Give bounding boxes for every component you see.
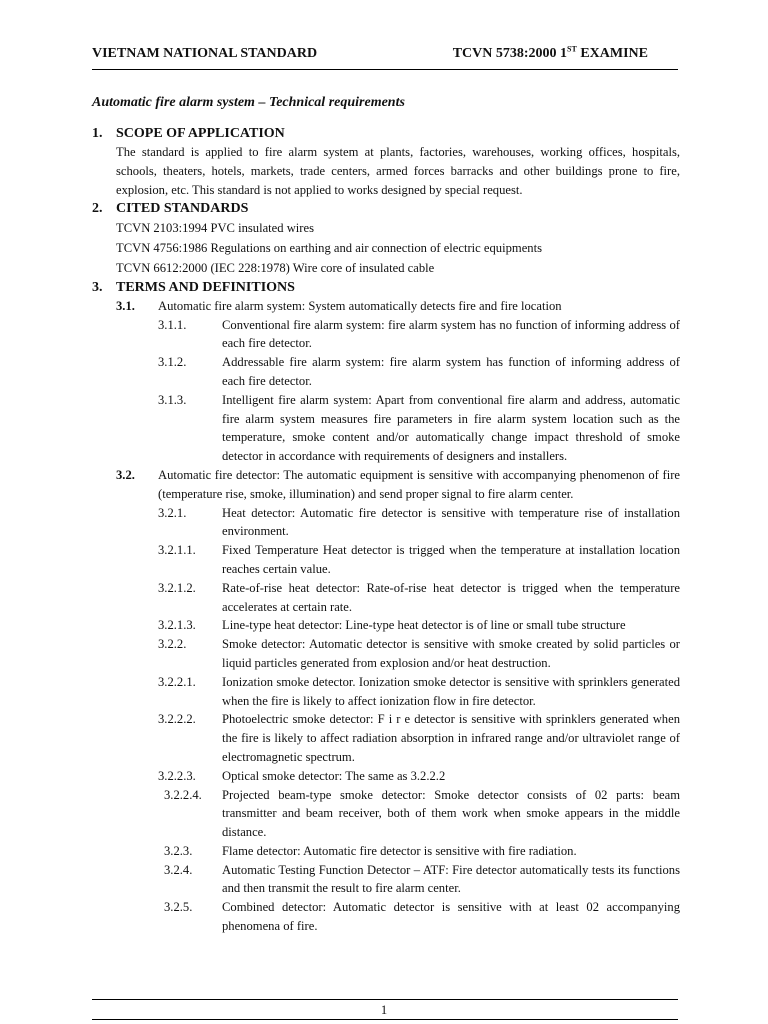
definition-3-1 [116, 297, 680, 316]
definition-number: 3.2.2.3. [158, 768, 196, 783]
page-number: 1 [380, 1003, 388, 1017]
definition-number: 3.2. [116, 467, 135, 482]
definition-number: 3.1. [116, 298, 135, 313]
definition-text: Automatic Testing Function Detector – ATF: Fire detector automatically tests its functions and then transmit the result to fire alarm center. [222, 862, 680, 896]
header-right [453, 46, 648, 62]
definition-3-2-2-4 [164, 786, 680, 842]
cited-standard-item: TCVN 2103:1994 PVC insulated wires [116, 221, 314, 236]
definition-number: 3.2.2.1. [158, 674, 196, 689]
definition-3-2-1-1 [158, 541, 680, 579]
definition-3-2-2-1 [158, 673, 680, 711]
definition-3-2-4 [164, 861, 680, 899]
section-1-title: SCOPE OF APPLICATION [116, 126, 285, 141]
definition-3-2 [116, 466, 680, 504]
definition-number: 3.2.1.2. [158, 580, 196, 595]
definition-number: 3.2.2. [158, 637, 187, 652]
definition-number: 3.1.1. [158, 317, 187, 332]
definition-number: 3.2.1.1. [158, 543, 196, 558]
definition-text: Photoelectric smoke detector: F i r e detector is sensitive with sprinklers generated when the fire is likely to affect radiation absorption in infrared range and/or ultraviolet range of electromagnetic spectrum. [222, 712, 680, 764]
page-header [92, 46, 680, 66]
cited-standard-item: TCVN 4756:1986 Regulations on earthing and air connection of electric equipments [116, 241, 542, 256]
section-2-heading [92, 199, 680, 218]
definition-text: Fixed Temperature Heat detector is trigged when the temperature at installation location reaches certain value. [222, 543, 680, 576]
definition-number: 3.1.2. [158, 355, 187, 370]
definition-text: Ionization smoke detector. Ionization smoke detector is sensitive with sprinklers generated when the fire is likely to affect ionization flow in fire detector. [222, 674, 680, 708]
header-standard: TCVN 5738:2000 1 [452, 46, 568, 61]
definition-3-1-1 [158, 316, 680, 354]
definition-3-2-1-2 [158, 579, 680, 617]
definition-number: 3.2.1.3. [158, 618, 196, 633]
definition-text: Optical smoke detector: The same as 3.2.2.2 [222, 768, 446, 783]
definition-number: 3.2.2.2. [158, 712, 196, 727]
definition-number: 3.2.4. [164, 862, 193, 877]
section-2-number: 2. [92, 201, 103, 217]
definition-text: Projected beam-type smoke detector: Smoke detector consists of 02 parts: beam transmitter and beam receiver, both of them work when smoke appears in the middle distance. [222, 787, 680, 840]
definition-number: 3.2.2.4. [164, 787, 202, 802]
definition-text: Heat detector: Automatic fire detector is sensitive with temperature rise of installation environment. [222, 505, 680, 539]
footer-rule [92, 999, 678, 1000]
document-title: Automatic fire alarm system – Technical requirements [92, 95, 405, 110]
definition-text: Conventional fire alarm system: fire alarm system has no function of informing address of each fire detector. [222, 317, 680, 351]
definition-3-2-2-2 [158, 710, 680, 766]
definition-3-2-2-3 [158, 767, 680, 786]
header-examine: EXAMINE [576, 46, 648, 61]
definition-number: 3.2.5. [164, 900, 193, 915]
definition-3-1-2 [158, 353, 680, 391]
definition-3-2-1 [158, 504, 680, 542]
definition-text: Intelligent fire alarm system: Apart from conventional fire alarm and address, automatic fire alarm system measures fire parameters in fire alarm system location such as the temperature, smoke content and/or automatically change impact threshold of smoke detector in accordance with requirements of designers and installers. [222, 392, 680, 464]
cited-standard-item: TCVN 6612:2000 (IEC 228:1978) Wire core of insulated cable [116, 260, 435, 275]
definition-text: Addressable fire alarm system: fire alarm system has function of informing address of each fire detector. [222, 355, 680, 388]
header-rule [92, 69, 678, 70]
definition-number: 3.1.3. [158, 392, 187, 407]
definition-text: Combined detector: Automatic detector is sensitive with at least 02 accompanying phenomena of fire. [222, 900, 680, 934]
section-3-title: TERMS AND DEFINITIONS [116, 279, 295, 295]
section-1-number: 1. [92, 126, 103, 141]
footer-rule-bottom [92, 1019, 678, 1020]
section-1-heading [92, 124, 680, 143]
section-3-heading [92, 278, 680, 297]
definition-text: Line-type heat detector: Line-type heat detector is of line or small tube structure [222, 618, 626, 633]
definition-number: 3.2.3. [164, 843, 193, 858]
section-2-title: CITED STANDARDS [116, 201, 249, 217]
header-left: VIETNAM NATIONAL STANDARD [92, 46, 318, 61]
definition-text: Automatic fire alarm system: System automatically detects fire and fire location [158, 298, 562, 313]
definition-3-2-3 [164, 842, 680, 861]
section-3-number: 3. [92, 279, 103, 295]
definition-text: Flame detector: Automatic fire detector is sensitive with fire radiation. [222, 843, 577, 858]
definition-3-2-2 [158, 635, 680, 673]
definition-text: Smoke detector: Automatic detector is sensitive with smoke created by solid particles or liquid particles generated from explosion and/or heat destruction. [222, 637, 680, 670]
definition-3-2-5 [164, 898, 680, 936]
document-body [92, 124, 680, 936]
definition-number: 3.2.1. [158, 505, 187, 520]
definition-text: Rate-of-rise heat detector: Rate-of-rise heat detector is trigged when the temperature accelerates at certain rate. [222, 580, 680, 614]
section-1-text: The standard is applied to fire alarm system at plants, factories, warehouses, working offices, hospitals, schools, theaters, hotels, markets, trade centers, armed forces barracks and other buildings prone to fire, explosion, etc. This standard is not applied to works designed by special request. [116, 145, 680, 197]
definition-text: Automatic fire detector: The automatic equipment is sensitive with accompanying phenomenon of fire (temperature rise, smoke, illumination) and send proper signal to fire alarm center. [158, 467, 680, 501]
header-sup: ST [567, 44, 577, 54]
definition-3-1-3 [158, 391, 680, 466]
definition-3-2-1-3 [158, 616, 680, 635]
